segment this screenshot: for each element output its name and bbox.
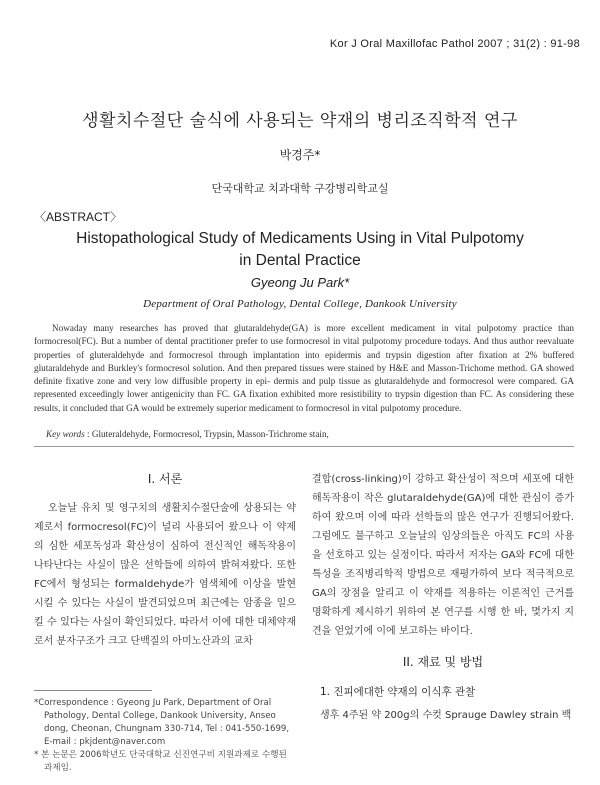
paper-title-english — [0, 228, 600, 272]
abstract — [34, 322, 574, 415]
right-column — [312, 470, 574, 725]
abstract-heading: 〈ABSTRACT〉 — [34, 210, 123, 224]
introduction-paragraph-continued: 결합(cross-linking)이 강하고 확산성이 적으며 세포에 대한 해독작용이 작은 glutaraldehyde(GA)에 대한 관심이 증가하여 왔으며 이에 따라 선학들의 많은 연구가 진행되어왔다. 그럼에도 불구하고 오늘날의 임상의들은 아직도 FC의 사용을 선호하고 있는 실정이다. 따라서 저자는 GA와 FC에 대한 특성을 조직병리학적 방법으로 재평가하여 보다 적극적으로 GA의 장점을 알리고 이 약재를 적용하는 이론적인 근거를 명확하게 제시하기 위하여 본 연구를 시행 한 바, 몇가지 지견을 얻었기에 이에 보고하는 바이다. — [312, 474, 574, 637]
paper-title-korean: 생활치수절단 술식에 사용되는 약재의 병리조직학적 연구 — [82, 111, 518, 131]
footnote-funding: * 본 논문은 2006학년도 단국대학교 신진연구비 지원과제로 수행된 과제임. — [34, 750, 287, 773]
section-heading-introduction: I. 서론 — [147, 472, 183, 486]
footnote-correspondence: *Correspondence : Gyeong Ju Park, Department of Oral Pathology, Dental College, Dankook University, Anseo dong, Cheonan, Chungnam 330-714, Tel : 041-550-1699, E-mail : pkjdent@naver.com — [34, 698, 290, 747]
author-korean: 박경주* — [279, 148, 321, 162]
subsection-heading: 1. 진피에대한 약재의 이식후 관찰 — [320, 686, 476, 698]
footnotes — [34, 697, 296, 775]
section-heading-methods: II. 재료 및 방법 — [402, 655, 484, 669]
introduction-paragraph: 오늘날 유치 및 영구치의 생활치수절단술에 상용되는 약제로서 formocresol(FC)이 널리 사용되어 왔으나 이 약제의 심한 세포독성과 확산성이 심하여 전신적인 해독작용이 나타난다는 사실이 많은 선학들에 의하여 밝혀져왔다. 또한 FC에서 형성되는 formaldehyde가 염색체에 이상을 발현시킬 수 있다는 사실이 발견되었으며 최근에는 암종을 일으킬 수 있다는 사실이 확인되었다. 따라서 이에 대한 대체약재로서 분자구조가 크고 단백질의 아미노산과의 교차 — [34, 503, 296, 647]
journal-citation: Kor J Oral Maxillofac Pathol 2007 ; 31(2) : 91-98 — [329, 38, 580, 50]
divider — [34, 446, 574, 447]
methods-paragraph: 생후 4주된 약 200g의 수컷 Sprauge Dawley strain 백 — [320, 710, 572, 721]
affiliation-english: Department of Oral Pathology, Dental College, Dankook University — [143, 298, 457, 310]
author-english: Gyeong Ju Park* — [250, 275, 350, 290]
footnote-divider — [34, 690, 152, 691]
title-en-line2: in Dental Practice — [239, 252, 361, 269]
keywords — [46, 429, 329, 439]
left-column — [34, 470, 296, 651]
affiliation-korean: 단국대학교 치과대학 구강병리학교실 — [211, 182, 389, 195]
abstract-text: Nowaday many researches has proved that glutaraldehyde(GA) is more excellent medicament in vital pulpotomy practice than formocresol(FC). But a number of dental practitioner prefer to use formocresol in vital pulpotomy procedure todays. And thus author reevaluate properties of gluteraldehyde and formocresol through implantation into epidermis and trypsin digestion after fixation at 2% buffered glutaraldehyde and Burkley's formocresol solution. And then prepared tissues were stained by H&E and Masson-Trichome method. GA showed definite fixative zone and very low diffusible property in epi- dermis and pulp tissue as glutaraldehyde and formocresol were compared. GA represented exceedingly lower antigenicity than FC. GA fixation exhibited more resistibility to trypsin digestion than FC. As considering these results, it concluded that GA would be extremely superior medicament to formocresol in vital pulpotomy procedure. — [34, 323, 574, 413]
title-en-line1: Histopathological Study of Medicaments Using in Vital Pulpotomy — [76, 230, 524, 247]
keywords-label: Key words — [46, 429, 85, 439]
keywords-list: : Gluteraldehyde, Formocresol, Trypsin, Masson-Trichrome stain, — [87, 429, 329, 439]
